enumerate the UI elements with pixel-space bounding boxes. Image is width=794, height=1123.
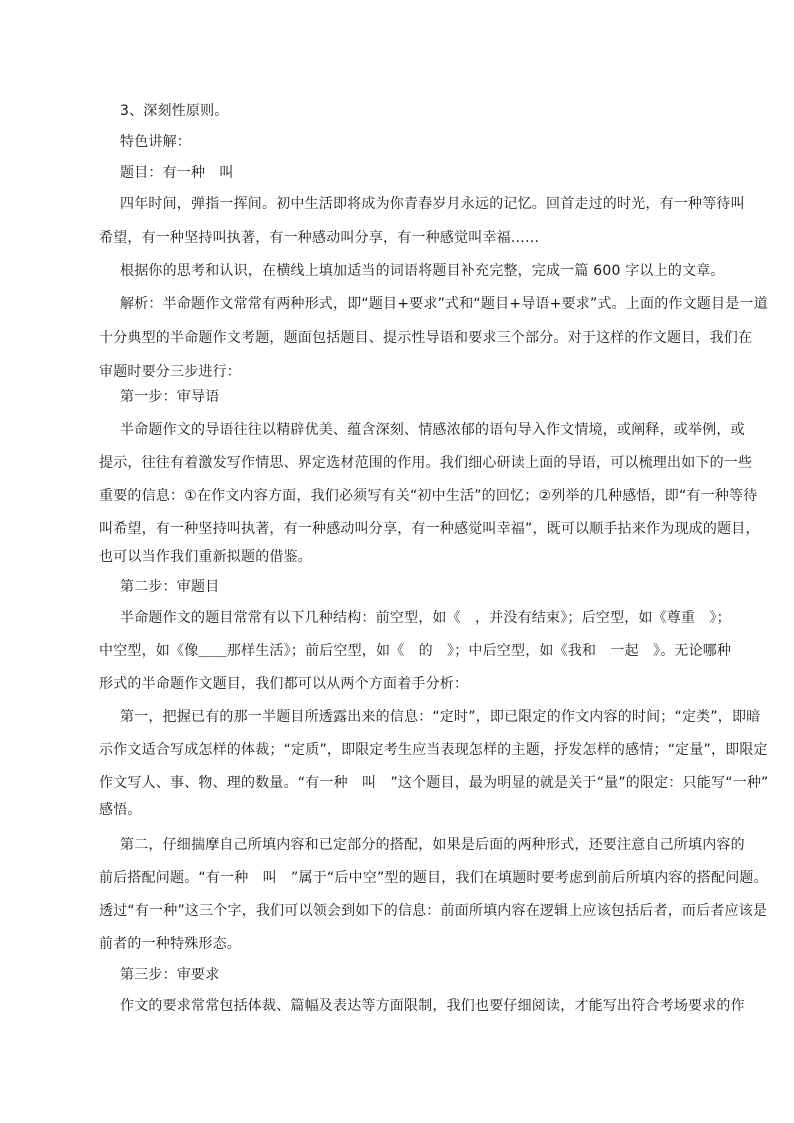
text-line: 形式的半命题作文题目，我们都可以从两个方面着手分析： [99, 676, 469, 692]
text-line: 审题时要分三步进行： [99, 364, 241, 380]
text-line: 第一步：审导语 [120, 389, 220, 405]
text-line: 四年时间，弹指一挥间。初中生活即将成为你青春岁月永远的记忆。回首走过的时光，有一种等待叫 [120, 196, 745, 212]
text-line: 半命题作文的题目常常有以下几种结构：前空型，如《 ，并没有结束》；后空型，如《尊重 》； [120, 610, 731, 626]
text-line: 第二，仔细揣摩自己所填内容和已定部分的搭配，如果是后面的两种形式，还要注意自己所填内容的 [120, 837, 745, 853]
text-line: 重要的信息：①在作文内容方面，我们必须写有关“初中生活”的回忆；②列举的几种感悟，即“有一种等待 [99, 488, 758, 504]
text-line: 作文的要求常常包括体裁、篇幅及表达等方面限制，我们也要仔细阅读，才能写出符合考场要求的作 [120, 998, 745, 1014]
text-line: 十分典型的半命题作文考题，题面包括题目、提示性导语和要求三个部分。对于这样的作文题目，我们在 [99, 330, 753, 346]
text-line: 前后搭配问题。“有一种 叫 ”属于“后中空”型的题目，我们在填题时要考虑到前后所填内容的搭配问题。 [99, 870, 768, 886]
text-line: 感悟。 [99, 802, 142, 818]
text-line: 特色讲解： [120, 134, 191, 150]
text-line: 根据你的思考和认识，在横线上填加适当的词语将题目补充完整，完成一篇 600 字以上的文章。 [120, 263, 725, 279]
text-line: 叫希望，有一种坚持叫执著，有一种感动叫分享，有一种感觉叫幸福”，既可以顺手拈来作为现成的题目， [99, 521, 760, 537]
text-line: 半命题作文的导语往往以精辟优美、蕴含深刻、情感浓郁的语句导入作文情境，或阐释，或举例，或 [120, 422, 745, 438]
text-line: 作文写人、事、物、理的数量。“有一种 叫 ”这个题目，最为明显的就是关于“量”的限定：只能写“一种” [99, 775, 769, 791]
text-line: 解析：半命题作文常常有两种形式，即“题目+要求”式和“题目+导语+要求”式。上面的作文题目是一道 [120, 296, 768, 312]
text-line: 第三步：审要求 [120, 967, 220, 983]
text-line: 也可以当作我们重新拟题的借鉴。 [99, 549, 312, 565]
text-line: 前者的一种特殊形态。 [99, 936, 241, 952]
text-line: 希望，有一种坚持叫执著，有一种感动叫分享，有一种感觉叫幸福…… [99, 230, 540, 246]
text-line: 透过“有一种”这三个字，我们可以领会到如下的信息：前面所填内容在逻辑上应该包括后者，而后者应该是 [99, 903, 768, 919]
text-line: 第一，把握已有的那一半题目所透露出来的信息：“定时”，即已限定的作文内容的时间；“定类”，即暗 [120, 709, 761, 725]
text-line: 第二步：审题目 [120, 579, 220, 595]
text-line: 中空型，如《像＿＿那样生活》；前后空型，如《 的 》；中后空型，如《我和 一起 》。无论哪种 [99, 643, 732, 659]
text-line: 提示，往往有着激发写作情思、界定选材范围的作用。我们细心研读上面的导语，可以梳理出如下的一些 [99, 455, 753, 471]
text-line: 示作文适合写成怎样的体裁；“定质”，即限定考生应当表现怎样的主题，抒发怎样的感情；“定量”，即限定 [99, 742, 768, 758]
text-line: 题目：有一种 叫 [120, 165, 234, 181]
text-line: 3、深刻性原则。 [120, 103, 229, 119]
